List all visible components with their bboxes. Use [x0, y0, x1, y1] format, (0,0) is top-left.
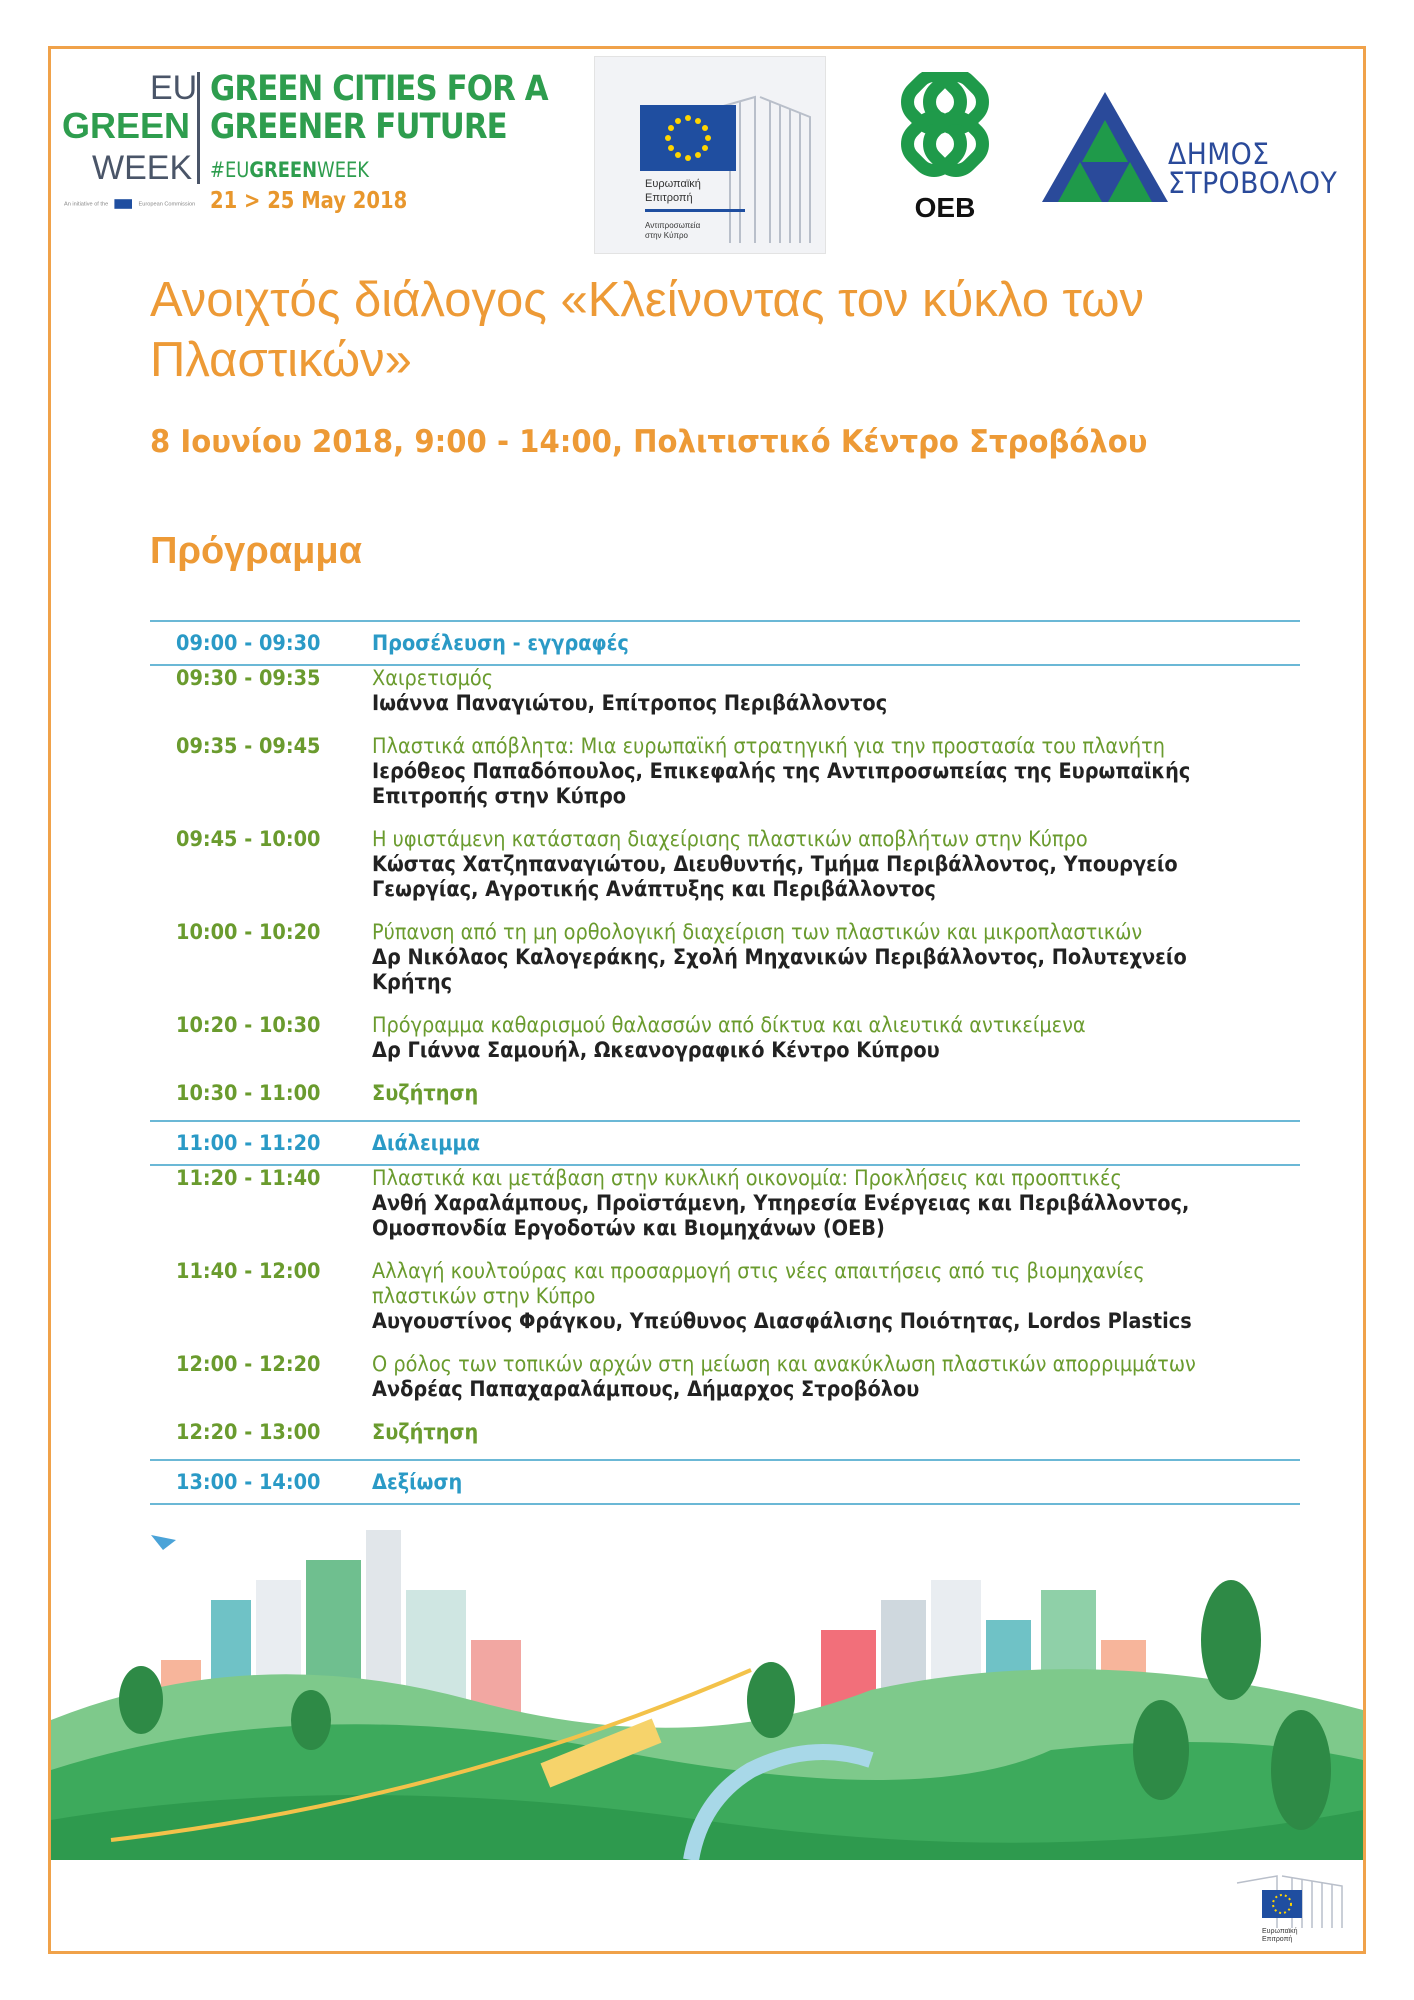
session-speaker: Ομοσπονδία Εργοδοτών και Βιομηχάνων (ΟΕΒ)	[372, 1216, 885, 1240]
session-speaker: Ανθή Χαραλάμπους, Προϊστάμενη, Υπηρεσία Ενέργειας και Περιβάλλοντος,	[372, 1191, 1190, 1215]
initiative-note-right: European Commission	[138, 201, 196, 208]
schedule-time: 09:35 - 09:45	[176, 734, 321, 758]
session-title: Διάλειμμα	[372, 1131, 480, 1155]
schedule-details	[372, 827, 1414, 902]
schedule-time: 10:20 - 10:30	[176, 1013, 321, 1037]
schedule-time: 12:00 - 12:20	[176, 1352, 321, 1376]
schedule-details	[372, 920, 1414, 995]
logo-week-text: WEEK	[92, 149, 193, 187]
oeb-knot-icon	[870, 72, 1020, 190]
european-commission-logo	[594, 56, 826, 254]
schedule-row	[150, 730, 1300, 823]
eu-green-week-logo	[62, 70, 572, 230]
schedule-row	[150, 662, 1300, 730]
session-speaker: Επιτροπής στην Κύπρο	[372, 784, 627, 808]
session-speaker: Γεωργίας, Αγροτικής Ανάπτυξης και Περιβάλλοντος	[372, 877, 936, 901]
schedule-time: 11:20 - 11:40	[176, 1166, 321, 1190]
ec-representation	[645, 221, 700, 241]
schedule-details	[372, 1470, 1414, 1495]
schedule-details	[372, 1131, 1414, 1156]
footer-ec-line-2: Επιτροπή	[1262, 1936, 1293, 1943]
schedule-time: 12:20 - 13:00	[176, 1420, 321, 1444]
session-speaker: Κώστας Χατζηπαναγιώτου, Διευθυντής, Τμήμα Περιβάλλοντος, Υπουργείο	[372, 852, 1178, 876]
schedule-time: 13:00 - 14:00	[176, 1470, 321, 1494]
session-speaker: Ανδρέας Παπαχαραλάμπους, Δήμαρχος Στροβόλου	[372, 1377, 920, 1401]
municipality-name	[1168, 137, 1338, 200]
ec-logo-rule	[645, 209, 745, 212]
schedule-row	[150, 823, 1300, 916]
oeb-label: OEB	[914, 192, 976, 223]
green-city-illustration	[51, 1520, 1363, 1860]
footer-ec-line-1: Ευρωπαϊκή	[1262, 1928, 1298, 1935]
oeb-logo	[870, 72, 1020, 232]
schedule-row	[150, 916, 1300, 1009]
footer-ec-name	[1262, 1928, 1298, 1944]
schedule-time: 10:00 - 10:20	[176, 920, 321, 944]
slogan-line-2: GREENER FUTURE	[210, 107, 507, 147]
schedule-time: 11:00 - 11:20	[176, 1131, 321, 1155]
ec-rep-line-2: στην Κύπρο	[645, 231, 688, 240]
eu-flag-icon	[115, 199, 133, 209]
logo-divider	[197, 72, 200, 184]
schedule-row	[150, 1348, 1300, 1416]
schedule-details	[372, 1166, 1414, 1241]
session-speaker: Δρ Γιάννα Σαμουήλ, Ωκεανογραφικό Κέντρο Κύπρου	[372, 1038, 940, 1062]
schedule-details	[372, 1420, 1414, 1445]
municipality-name-line-1: ΔΗΜΟΣ	[1168, 137, 1270, 171]
logo-green-text: GREEN	[62, 105, 191, 146]
schedule-details	[372, 734, 1414, 809]
logo-eu-text: EU	[150, 69, 198, 107]
session-speaker: Δρ Νικόλαος Καλογεράκης, Σχολή Μηχανικών Περιβάλλοντος, Πολυτεχνείο	[372, 945, 1187, 969]
schedule-row	[150, 1120, 1300, 1166]
slogan-line-1: GREEN CITIES FOR A	[210, 69, 548, 109]
initiative-note-left: An initiative of the	[64, 201, 109, 208]
schedule-time: 09:30 - 09:35	[176, 666, 321, 690]
schedule-row	[150, 620, 1300, 666]
eu-flag-icon	[640, 105, 736, 171]
session-title: Ρύπανση από τη μη ορθολογική διαχείριση των πλαστικών και μικροπλαστικών	[372, 920, 1143, 944]
schedule-row	[150, 1416, 1300, 1459]
event-title	[150, 270, 1280, 390]
session-title: Πλαστικά και μετάβαση στην κυκλική οικονομία: Προκλήσεις και προοπτικές	[372, 1166, 1122, 1190]
session-title: Πρόγραμμα καθαρισμού θαλασσών από δίκτυα και αλιευτικά αντικείμενα	[372, 1013, 1086, 1037]
session-title: Πλαστικά απόβλητα: Μια ευρωπαϊκή στρατηγική για την προστασία του πλανήτη	[372, 734, 1166, 758]
ec-rep-line-1: Αντιπροσωπεία	[645, 221, 701, 230]
schedule-row	[150, 1077, 1300, 1120]
session-title: Ο ρόλος των τοπικών αρχών στη μείωση και ανακύκλωση πλαστικών απορριμμάτων	[372, 1352, 1196, 1376]
schedule-details	[372, 666, 1414, 716]
schedule-time: 09:45 - 10:00	[176, 827, 321, 851]
event-week-dates: 21 > 25 May 2018	[210, 188, 408, 214]
session-speaker: Ιωάννα Παναγιώτου, Επίτροπος Περιβάλλοντος	[372, 691, 888, 715]
schedule-time: 10:30 - 11:00	[176, 1081, 321, 1105]
municipality-name-line-2: ΣΤΡΟΒΟΛΟΥ	[1168, 166, 1338, 200]
schedule-details	[372, 631, 1414, 656]
berlaymont-icon	[1232, 1868, 1350, 1928]
schedule-row	[150, 1459, 1300, 1505]
session-speaker: Αυγουστίνος Φράγκου, Υπεύθυνος Διασφάλισης Ποιότητας, Lordos Plastics	[372, 1309, 1192, 1333]
session-title: Η υφιστάμενη κατάσταση διαχείρισης πλαστικών αποβλήτων στην Κύπρο	[372, 827, 1088, 851]
schedule-row	[150, 1162, 1300, 1255]
schedule-time: 09:00 - 09:30	[176, 631, 321, 655]
schedule-row	[150, 1255, 1300, 1348]
schedule-details	[372, 1259, 1414, 1334]
hashtag	[210, 158, 369, 182]
session-speaker: Ιερόθεος Παπαδόπουλος, Επικεφαλής της Αντιπροσωπείας της Ευρωπαϊκής	[372, 759, 1191, 783]
session-title: Δεξίωση	[372, 1470, 463, 1494]
session-title: πλαστικών στην Κύπρο	[372, 1284, 596, 1308]
ec-name-line-2: Επιτροπή	[645, 192, 693, 204]
program-heading: Πρόγραμμα	[150, 530, 363, 572]
strovolos-municipality-logo	[1040, 90, 1340, 210]
session-speaker: Κρήτης	[372, 970, 453, 994]
event-date-location: 8 Ιουνίου 2018, 9:00 - 14:00, Πολιτιστικό Κέντρο Στροβόλου	[150, 424, 1148, 460]
schedule-details	[372, 1013, 1414, 1063]
schedule-row	[150, 1009, 1300, 1077]
event-title-line-2: Πλαστικών»	[150, 333, 412, 387]
hashtag-post: WEEK	[317, 158, 369, 182]
schedule-time: 11:40 - 12:00	[176, 1259, 321, 1283]
event-title-line-1: Ανοιχτός διάλογος «Κλείνοντας τον κύκλο των	[150, 273, 1144, 327]
session-title: Συζήτηση	[372, 1081, 479, 1105]
footer-ec-logo	[1232, 1868, 1350, 1948]
schedule-details	[372, 1352, 1414, 1402]
schedule-details	[372, 1081, 1414, 1106]
session-title: Συζήτηση	[372, 1420, 479, 1444]
initiative-note	[64, 199, 195, 209]
ec-name	[645, 177, 701, 205]
triangle-logo-icon	[1040, 90, 1170, 206]
hashtag-pre: #EU	[210, 158, 250, 182]
ec-name-line-1: Ευρωπαϊκή	[645, 178, 701, 190]
session-title: Αλλαγή κουλτούρας και προσαρμογή στις νέες απαιτήσεις από τις βιομηχανίες	[372, 1259, 1145, 1283]
session-title: Προσέλευση - εγγραφές	[372, 631, 629, 655]
hashtag-mid: GREEN	[249, 158, 318, 182]
session-title: Χαιρετισμός	[372, 666, 494, 690]
